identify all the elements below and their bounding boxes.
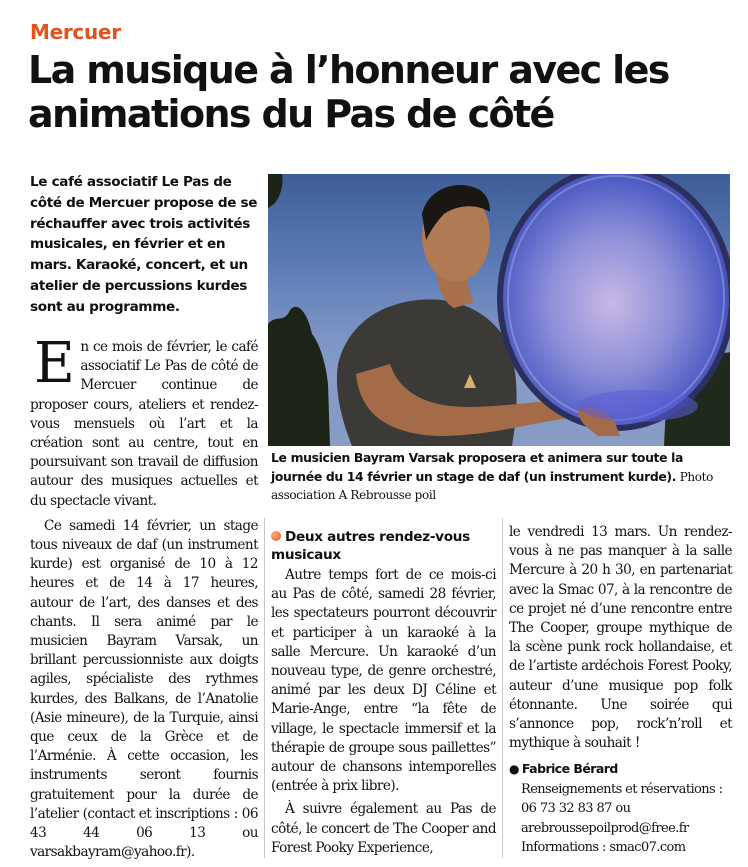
photo-credit: Photo association A Rebrousse poil xyxy=(271,469,714,502)
orange-bullet-icon xyxy=(271,531,281,541)
article-photo xyxy=(268,174,730,446)
subhead-text: Deux autres rendez-vous musicaux xyxy=(271,529,470,563)
bullet-icon: ● xyxy=(509,762,519,777)
info-reservations: Renseignements et réservations : 06 73 32 83 87 ou xyxy=(521,781,723,817)
section-kicker: Mercuer xyxy=(30,20,121,44)
paragraph-stage: Ce samedi 14 février, un stage tous niveaux de daf (un instrument kurde) est organisé de 10 à 12 heures et de 14 à 17 heures, autour de l’art, des danses et des chants. Il sera animé par le musicien Bayram Varsak, un brillant percussionniste aux doigts agiles, spécialiste des rythmes kurdes, des Balkans, de l’Anatolie (Asie mineure), de la Turquie, ainsi que ceux de la Grèce et de l’Arménie. À cette occasion, les instruments seront fournis gratuitement pour la durée de l’atelier (contact et inscriptions : 06 43 44 06 13 ou varsakbayram@yahoo.fr). xyxy=(30,517,258,861)
author-name: Fabrice Bérard xyxy=(521,761,618,777)
paragraph-karaoke: Autre temps fort de ce mois-ci au Pas de côté, samedi 28 février, les spectateurs pourront découvrir et participer à un karaoké à la salle Mercure. Un karaoké d’un nouveau type, de genre orchestré, animé par les deux DJ Céline et Marie-Ange, entre “la fête de village, le spectacle immersif et la thérapie de groupe sous paillettes” autour de chansons intemporelles (entrée à prix libre). xyxy=(271,567,496,795)
drop-cap: E xyxy=(34,331,75,396)
paragraph-concert: À suivre également au Pas de côté, le concert de The Cooper and Forest Pooky Experience, xyxy=(271,801,496,856)
info-website: Informations : smac07.com xyxy=(521,840,686,856)
article-headline: La musique à l’honneur avec les animations du Pas de côté xyxy=(28,48,669,136)
photo-caption xyxy=(271,449,731,505)
author-byline xyxy=(509,759,732,779)
column-2 xyxy=(271,528,496,858)
article-lead: Le café associatif Le Pas de côté de Mercuer propose de se réchauffer avec trois activités musicales, en février et en mars. Karaoké, concert, et un atelier de percussions kurdes sont au programme. xyxy=(30,174,258,315)
info-email: arebroussepoilprod@free.fr xyxy=(521,820,689,836)
paragraph-intro-text: n ce mois de février, le café associatif Le Pas de côté de Mercuer continue de proposer cours, ateliers et rendez-vous mensuels où l’art et la création sont au centre, tout en poursuivant son travail de diffusion autour des musiques actuelles et du spectacle vivant. xyxy=(30,339,258,509)
column-divider-2 xyxy=(502,518,503,858)
musician-illustration xyxy=(268,174,730,446)
paragraph-intro xyxy=(30,331,258,511)
column-1 xyxy=(30,331,258,862)
column-3 xyxy=(509,523,732,858)
column-divider-1 xyxy=(264,518,265,858)
caption-text: Le musicien Bayram Varsak proposera et animera sur toute la journée du 14 février un stage de daf (un instrument kurde). xyxy=(271,450,684,484)
paragraph-concert-continued: le vendredi 13 mars. Un rendez-vous à ne pas manquer à la salle Mercure à 20 h 30, en partenariat avec la Smac 07, à la rencontre de ce projet né d’une rencontre entre The Cooper, groupe mythique de la scène punk rock hollandaise, et de l’artiste ardéchois Forest Pooky, auteur d’une musique pop folk étonnante. Une soirée qui s’annonce pop, rock’n’roll et mythique à souhait ! xyxy=(509,524,732,752)
section-subhead xyxy=(271,528,496,564)
